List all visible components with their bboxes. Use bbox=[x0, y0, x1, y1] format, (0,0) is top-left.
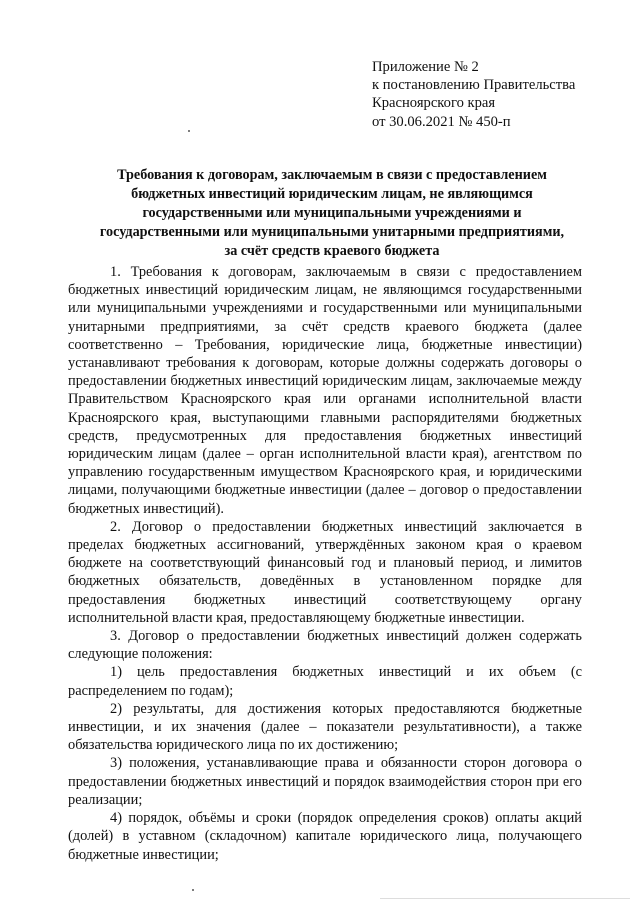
list-item-1: 1) цель предоставления бюджетных инвестиций и их объем (с распределением по годам); bbox=[68, 664, 582, 699]
title-line: Требования к договорам, заключаемым в связи с предоставлением bbox=[117, 167, 547, 183]
appendix-number: Приложение № 2 bbox=[372, 59, 479, 75]
appendix-reference: к постановлению Правительства bbox=[372, 77, 576, 94]
scan-speck bbox=[188, 130, 190, 132]
appendix-header bbox=[372, 58, 632, 131]
scan-edge-line bbox=[380, 898, 630, 899]
paragraph-2: 2. Договор о предоставлении бюджетных инвестиций заключается в пределах бюджетных ассигнований, утверждённых законом края о краевом бюджете на соответствующий финансовый год и плановый период, и лимитов бюджетных обязательств, доведённых в установленном порядке для предоставления бюджетных инвестиций соответствующему органу исполнительной власти края, предоставляющему бюджетные инвестиции. bbox=[68, 518, 582, 626]
document-body bbox=[68, 263, 582, 864]
document-title bbox=[56, 166, 608, 261]
scan-speck bbox=[192, 889, 194, 891]
list-item-4: 4) порядок, объёмы и сроки (порядок определения сроков) оплаты акций (долей) в уставном (складочном) капитале юридического лица, получающего бюджетные инвестиции; bbox=[68, 810, 582, 863]
paragraph-1: 1. Требования к договорам, заключаемым в связи с предоставлением бюджетных инвестиций юридическим лицам, не являющимся государственными или муниципальными учреждениями и государственными или муниципальными унитарными предприятиями, за счёт средств краевого бюджета (далее соответственно – Требования, юридические лица, бюджетные инвестиции) устанавливают требования к договорам, которые должны содержать договоры о предоставлении бюджетных инвестиций юридическим лицам, заключаемые между Правительством Красноярского края или органами исполнительной власти Красноярского края, выступающими главными распорядителями бюджетных средств, предусмотренных для предоставления бюджетных инвестиций юридическим лицам (далее – орган исполнительной власти края), агентством по управлению государственным имуществом Красноярского края, и юридическими лицами, получающими бюджетные инвестиции (далее – договор о предоставлении бюджетных инвестиций). bbox=[68, 264, 582, 517]
appendix-region: Красноярского края bbox=[372, 95, 496, 112]
paragraph-3: 3. Договор о предоставлении бюджетных инвестиций должен содержать следующие положения: bbox=[68, 628, 582, 663]
title-line: бюджетных инвестиций юридическим лицам, не являющимся bbox=[131, 186, 533, 202]
list-item-2: 2) результаты, для достижения которых предоставляются бюджетные инвестиции, и их значения (далее – показатели результативности), а также обязательства юридического лица по их достижению; bbox=[68, 700, 582, 754]
list-item-3: 3) положения, устанавливающие права и обязанности сторон договора о предоставлении бюджетных инвестиций и порядок взаимодействия сторон при его реализации; bbox=[68, 755, 582, 808]
title-line: государственными или муниципальными учреждениями и bbox=[142, 205, 522, 221]
appendix-date: от 30.06.2021 № 450-п bbox=[372, 113, 511, 130]
title-line: государственными или муниципальными унитарными предприятиями, bbox=[99, 224, 565, 240]
title-line: за счёт средств краевого бюджета bbox=[224, 243, 440, 259]
